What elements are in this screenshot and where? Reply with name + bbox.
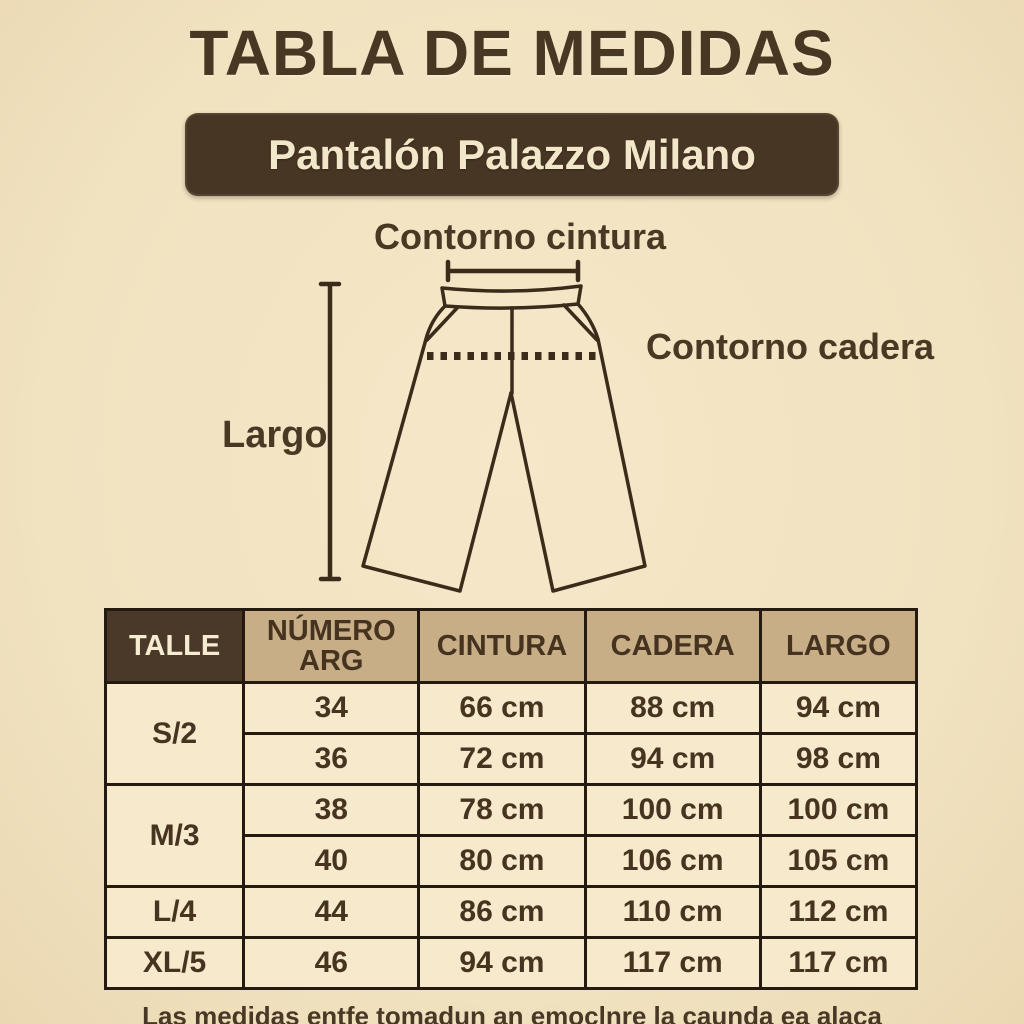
column-header-n-mero-arg: NÚMERO ARG	[244, 610, 419, 683]
measure-cell: 94 cm	[419, 938, 585, 989]
measure-cell: 34	[244, 683, 419, 734]
talle-cell: XL/5	[106, 938, 244, 989]
product-badge	[185, 113, 839, 196]
column-header-cintura: CINTURA	[419, 610, 585, 683]
measure-cell: 94 cm	[760, 683, 916, 734]
column-header-largo: LARGO	[760, 610, 916, 683]
footer-note: Las medidas entfe tomadun an emoclnre la caunda ea alaca	[142, 1001, 882, 1024]
talle-cell: M/3	[106, 785, 244, 887]
pants-left-leg	[363, 306, 511, 591]
measure-cell: 105 cm	[760, 836, 916, 887]
length-label: Largo	[222, 414, 328, 456]
measure-cell: 100 cm	[760, 785, 916, 836]
pants-pockets	[427, 305, 597, 340]
product-badge-label: Pantalón Palazzo Milano	[268, 130, 756, 178]
measure-cell: 80 cm	[419, 836, 585, 887]
measure-cell: 72 cm	[419, 734, 585, 785]
table-row	[106, 785, 917, 836]
measure-cell: 117 cm	[760, 938, 916, 989]
waist-measure-line	[448, 262, 578, 280]
column-header-cadera: CADERA	[585, 610, 760, 683]
measure-cell: 100 cm	[585, 785, 760, 836]
measure-cell: 112 cm	[760, 887, 916, 938]
table-row	[106, 887, 917, 938]
pants-right-leg	[511, 304, 645, 591]
table-row	[106, 938, 917, 989]
hip-label: Contorno cadera	[646, 326, 935, 367]
measure-cell: 98 cm	[760, 734, 916, 785]
measure-cell: 46	[244, 938, 419, 989]
talle-cell: L/4	[106, 887, 244, 938]
measure-cell: 66 cm	[419, 683, 585, 734]
column-header-talle: TALLE	[106, 610, 244, 683]
measure-cell: 110 cm	[585, 887, 760, 938]
measure-cell: 106 cm	[585, 836, 760, 887]
size-table-head	[106, 610, 917, 683]
measure-cell: 44	[244, 887, 419, 938]
measure-cell: 36	[244, 734, 419, 785]
measure-cell: 38	[244, 785, 419, 836]
measure-cell: 88 cm	[585, 683, 760, 734]
measure-cell: 40	[244, 836, 419, 887]
measure-cell: 86 cm	[419, 887, 585, 938]
measure-cell: 94 cm	[585, 734, 760, 785]
waist-label: Contorno cintura	[374, 216, 666, 257]
measure-cell: 78 cm	[419, 785, 585, 836]
page-title: TABLA DE MEDIDAS	[189, 17, 835, 89]
talle-cell: S/2	[106, 683, 244, 785]
size-table	[104, 608, 918, 990]
size-table-body	[106, 683, 917, 989]
measure-cell: 117 cm	[585, 938, 760, 989]
table-row	[106, 683, 917, 734]
pants-waistband	[442, 286, 581, 308]
